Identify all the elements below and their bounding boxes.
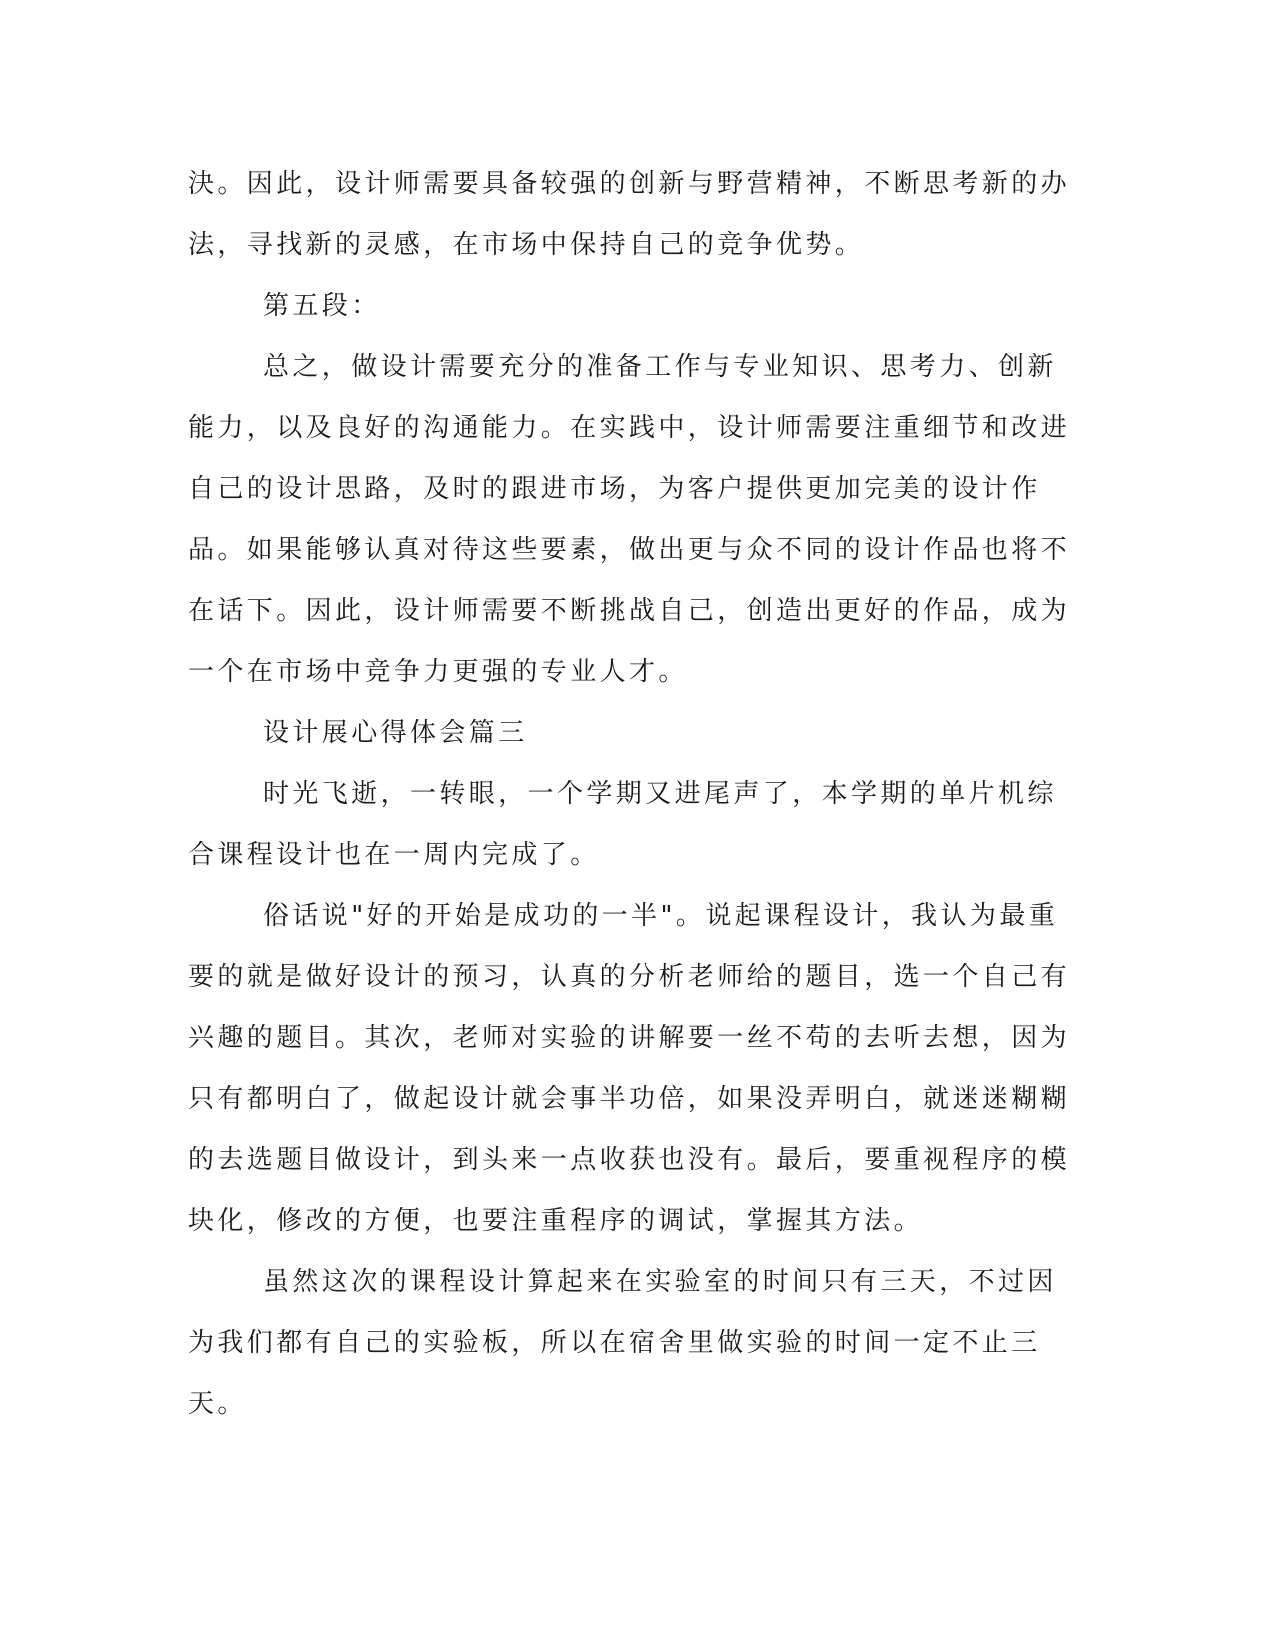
- paragraph-intro: 时光飞逝，一转眼，一个学期又进尾声了，本学期的单片机综合课程设计也在一周内完成了。: [188, 779, 1057, 870]
- article-title: 设计展心得体会篇三: [263, 718, 528, 748]
- paragraph-proverb: 俗话说"好的开始是成功的一半"。说起课程设计，我认为最重要的就是做好设计的预习，认真的分析老师给的题目，选一个自己有兴趣的题目。其次，老师对实验的讲解要一丝不苟的去听去想，因为只有都明白了，做起设计就会事半功倍，如果没弄明白，就迷迷糊糊的去选题目做设计，到头来一点收获也没有。最后，要重视程序的模块化，修改的方便，也要注重程序的调试，掌握其方法。: [188, 901, 1071, 1236]
- section-heading-fifth: 第五段：: [263, 291, 381, 321]
- paragraph-lab-time: 虽然这次的课程设计算起来在实验室的时间只有三天，不过因为我们都有自己的实验板，所以在宿舍里做实验的时间一定不止三天。: [188, 1267, 1057, 1419]
- paragraph-continuation: 決。因此，设计师需要具备较强的创新与野营精神，不断思考新的办法，寻找新的灵感，在市场中保持自己的竞争优势。: [188, 169, 1071, 260]
- paragraph-conclusion: 总之，做设计需要充分的准备工作与专业知识、思考力、创新能力，以及良好的沟通能力。在实践中，设计师需要注重细节和改进自己的设计思路，及时的跟进市场，为客户提供更加完美的设计作品。如果能够认真对待这些要素，做出更与众不同的设计作品也将不在话下。因此，设计师需要不断挑战自己，创造出更好的作品，成为一个在市场中竞争力更强的专业人才。: [188, 352, 1071, 687]
- document-body: [188, 154, 1073, 1435]
